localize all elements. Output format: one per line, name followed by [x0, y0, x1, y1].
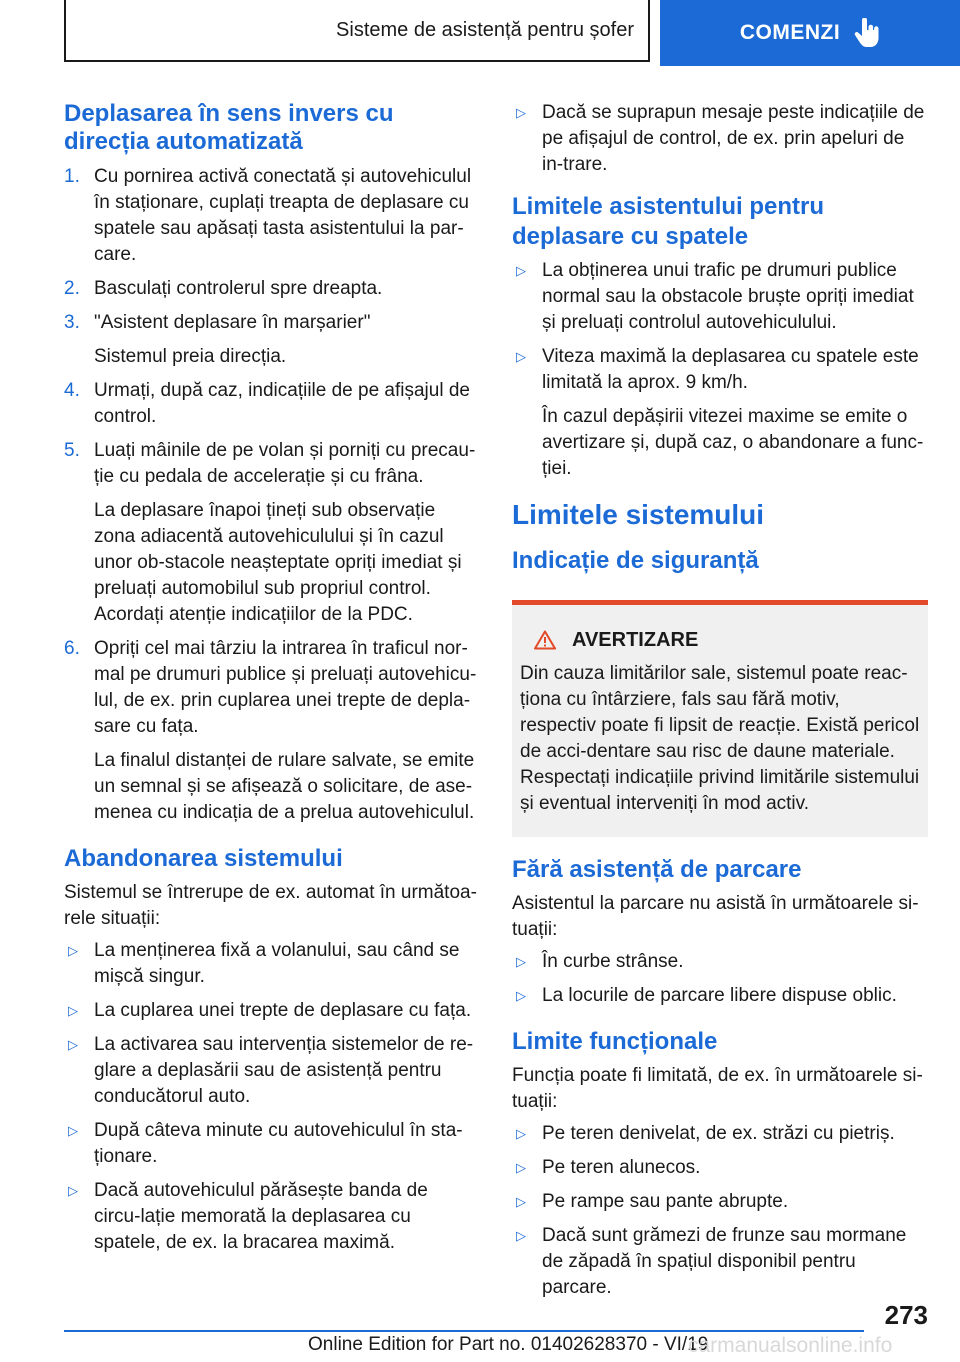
bullet-triangle-icon: ▷ [516, 954, 526, 969]
list-item-text: Pe teren alunecos. [542, 1157, 701, 1178]
bullet-triangle-icon: ▷ [68, 1003, 78, 1018]
bullet-triangle-icon: ▷ [68, 1123, 78, 1138]
list-item [512, 1155, 928, 1181]
no-assist-list [512, 949, 928, 1009]
list-item [512, 1121, 928, 1147]
step-number: 4. [64, 380, 80, 401]
step-text: "Asistent deplasare în marșarier" [94, 312, 371, 333]
list-item-text: Dacă sunt grămezi de frunze sau mormane de zăpadă în spațiul disponibil pentru parcare. [542, 1225, 907, 1298]
step-text: Opriți cel mai târziu la intrarea în traficul nor-mal pe drumuri publice și preluați autovehicu-lul, de ex. prin cuplarea unei trepte de depla-sare cu fața. [94, 638, 477, 737]
safety-title: Indicație de siguranță [512, 547, 759, 574]
warning-header [534, 627, 920, 653]
step-number: 3. [64, 312, 80, 333]
step-number: 6. [64, 638, 80, 659]
watermark: carmanualsonline.info [688, 1334, 893, 1357]
list-item [512, 344, 928, 396]
edition-text: Online Edition for Part no. 01402628370 - VI/19 [308, 1334, 709, 1355]
step-text: Urmați, după caz, indicațiile de pe afișajul de control. [94, 380, 470, 427]
no-assist-intro: Asistentul la parcare nu asistă în următoarele si-tuații: [512, 893, 919, 940]
list-item-text: Pe rampe sau pante abrupte. [542, 1191, 789, 1212]
list-item-text: La menținerea fixă a volanului, sau când se mișcă singur. [94, 940, 460, 987]
limits-assist-list [512, 258, 928, 396]
list-item-text: La locurile de parcare libere dispuse oblic. [542, 985, 897, 1006]
step-item [64, 276, 478, 302]
step-text: Basculați controlerul spre dreapta. [94, 278, 383, 299]
step-note: Sistemul preia direcția. [94, 346, 287, 367]
warning-label: AVERTIZARE [572, 629, 699, 651]
list-item [512, 1189, 928, 1215]
list-item-text: Viteza maximă la deplasarea cu spatele este limitată la aprox. 9 km/h. [542, 346, 919, 393]
step-item [64, 378, 478, 430]
bullet-triangle-icon: ▷ [68, 1037, 78, 1052]
list-item-text: Dacă se suprapun mesaje peste indicațiile de pe afișajul de control, de ex. prin apeluri de in-trare. [542, 102, 925, 175]
bullet-triangle-icon: ▷ [516, 349, 526, 364]
list-item-text: La cuplarea unei trepte de deplasare cu fața. [94, 1000, 472, 1021]
list-item [64, 998, 478, 1024]
no-assist-title: Fără asistență de parcare [512, 856, 802, 883]
abort-intro: Sistemul se întrerupe de ex. automat în următoa-rele situații: [64, 882, 477, 929]
bullet-triangle-icon: ▷ [68, 943, 78, 958]
step-item [64, 310, 478, 336]
bullet-triangle-icon: ▷ [516, 1160, 526, 1175]
abort-section-title: Abandonarea sistemului [64, 845, 343, 872]
system-limits-title: Limitele sistemului [512, 499, 765, 530]
tab-label: COMENZI [739, 21, 841, 44]
step-item [64, 636, 478, 740]
list-item-text: Dacă autovehiculul părăsește banda de circu-lație memorată la deplasarea cu spatele, de ex. la bracarea maximă. [94, 1180, 428, 1253]
limits-assist-title: Limitele asistentului pentru deplasare cu spatele [512, 193, 825, 250]
footer-divider [64, 1330, 864, 1332]
reverse-steps-cont2 [64, 636, 478, 740]
bullet-triangle-icon: ▷ [516, 263, 526, 278]
warning-text: Din cauza limitărilor sale, sistemul poate reac-ționa cu întârziere, fals sau fără motiv, respectiv poate fi lipsit de reacție. Există pericol de acci-dentare sau risc de daune materiale. Respectați indicațiile privind limitările sistemului și eventual interveniți în mod activ. [520, 663, 920, 814]
list-item [512, 100, 928, 178]
list-item-text: În curbe strânse. [542, 951, 684, 972]
step-text: Cu pornirea activă conectată și autovehiculul în staționare, cuplați treapta de deplasare cu spatele sau apăsați tasta asistentului la par-care. [94, 166, 472, 265]
bullet-triangle-icon: ▷ [68, 1183, 78, 1198]
list-item [64, 1032, 478, 1110]
warning-triangle-icon [534, 630, 556, 650]
bullet-triangle-icon: ▷ [516, 1194, 526, 1209]
reverse-section-title: Deplasarea în sens invers cu direcția automatizată [64, 100, 394, 155]
step-number: 5. [64, 440, 80, 461]
list-item-text: La activarea sau intervenția sistemelor de re-glare a deplasării sau de asistență pentru conducătorul auto. [94, 1034, 474, 1107]
func-limits-title: Limite funcționale [512, 1028, 718, 1055]
step-item [64, 164, 478, 268]
reverse-steps [64, 164, 478, 336]
bullet-triangle-icon: ▷ [516, 988, 526, 1003]
page-header [0, 0, 960, 66]
warning-box [512, 600, 928, 837]
bullet-triangle-icon: ▷ [516, 1126, 526, 1141]
step-note: La finalul distanței de rulare salvate, se emite un semnal și se afișează o solicitare, de ase-menea cu indicația de a prelua autovehiculul. [94, 750, 475, 823]
list-item [64, 938, 478, 990]
abort-list [64, 938, 478, 1256]
reverse-steps-cont [64, 378, 478, 490]
list-item-text: După câteva minute cu autovehiculul în sta-ționare. [94, 1120, 463, 1167]
list-item-note: În cazul depășirii vitezei maxime se emite o avertizare și, după caz, o abandonare a func-ției. [542, 406, 924, 479]
list-item-text: Pe teren denivelat, de ex. străzi cu pietriș. [542, 1123, 895, 1144]
list-item [512, 949, 928, 975]
func-limits-list [512, 1121, 928, 1301]
step-text: Luați mâinile de pe volan și porniți cu precau-ție cu pedala de accelerație și cu frâna. [94, 440, 476, 487]
bullet-triangle-icon: ▷ [516, 105, 526, 120]
bullet-triangle-icon: ▷ [516, 1228, 526, 1243]
func-limits-intro: Funcția poate fi limitată, de ex. în următoarele si-tuații: [512, 1065, 923, 1112]
step-note: La deplasare înapoi țineți sub observație zona adiacentă autovehiculului și în cazul unor ob-stacole neașteptate opriți imediat și preluați automobilul sub propriul control. Acordați atenție indicațiilor de la PDC. [94, 500, 462, 625]
step-number: 2. [64, 278, 80, 299]
left-column [64, 100, 478, 1264]
abort-list-cont [512, 100, 928, 178]
list-item [512, 1223, 928, 1301]
list-item [512, 983, 928, 1009]
right-column [512, 100, 928, 1309]
step-item [64, 438, 478, 490]
list-item [64, 1118, 478, 1170]
list-item [512, 258, 928, 336]
section-title: Sisteme de asistență pentru șofer [64, 0, 650, 62]
page-number: 273 [884, 1300, 928, 1330]
hand-pointer-icon [854, 18, 880, 48]
list-item-text: La obținerea unui trafic pe drumuri publice normal sau la obstacole bruște opriți imediat și preluați controlul autovehiculului. [542, 260, 914, 333]
step-number: 1. [64, 166, 80, 187]
comenzi-tab[interactable] [660, 0, 960, 66]
list-item [64, 1178, 478, 1256]
